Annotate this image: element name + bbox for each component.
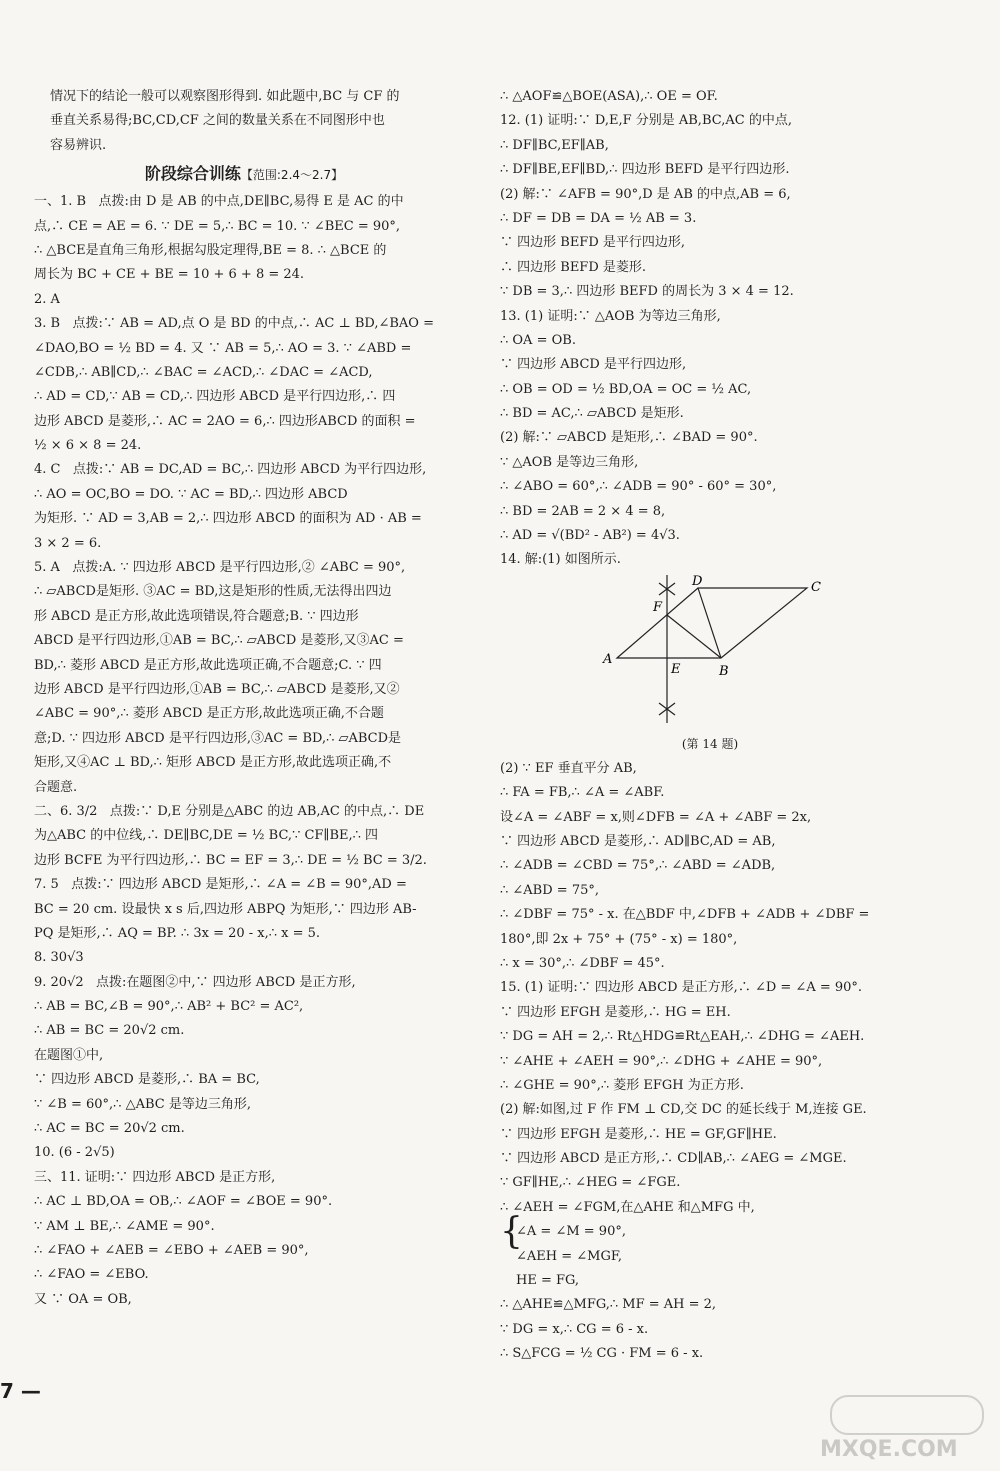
answer-line: 14. 解:(1) 如图所示. <box>500 552 621 568</box>
intro-line: 容易辨识. <box>50 137 107 153</box>
diagonal-db <box>698 588 721 658</box>
system-line: ∠AEH = ∠MGF, <box>516 1248 622 1264</box>
answer-line: 又 ∵ OA = OB, <box>34 1291 132 1307</box>
answer-line: BD,∴ 菱形 ABCD 是正方形,故此选项正确,不合题意;C. ∵ 四 <box>34 657 382 673</box>
answer-line: 设∠A = ∠ABF = x,则∠DFB = ∠A + ∠ABF = 2x, <box>500 809 812 825</box>
answer-line: ∴ ∠ADB = ∠CBD = 75°,∴ ∠ABD = ∠ADB, <box>500 858 776 874</box>
equation-system <box>500 1211 920 1293</box>
answer-line: ∴ DF∥BC,EF∥AB, <box>500 137 609 153</box>
answer-line: 5. A 点拨:A. ∵ 四边形 ABCD 是平行四边形,② ∠ABC = 90°, <box>34 560 406 576</box>
answer-line: 二、6. 3/2 点拨:∵ D,E 分别是△ABC 的边 AB,AC 的中点,∴ DE <box>34 803 425 819</box>
label-b: B <box>719 663 729 679</box>
section-title: 阶段综合训练 <box>144 164 241 184</box>
answer-line: ∵ △AOB 是等边三角形, <box>500 454 639 470</box>
answer-line: ∵ 四边形 ABCD 是正方形,∴ CD∥AB,∴ ∠AEG = ∠MGE. <box>500 1151 847 1167</box>
answer-line: 15. (1) 证明:∵ 四边形 ABCD 是正方形,∴ ∠D = ∠A = 90°. <box>500 980 863 996</box>
answer-line: ∴ ▱ABCD是矩形. ③AC = BD,这是矩形的性质,无法得出四边 <box>34 584 392 600</box>
answer-line: 边形 BCFE 为平行四边形,∴ BC = EF = 3,∴ DE = ½ BC = 3/2. <box>34 852 427 868</box>
answer-line: (2) 解:∵ ∠AFB = 90°,D 是 AB 的中点,AB = 6, <box>500 186 791 202</box>
answer-line: ∴ x = 30°,∴ ∠DBF = 45°. <box>500 955 665 971</box>
right-column <box>500 85 920 1367</box>
answer-line: 3 × 2 = 6. <box>34 535 102 551</box>
system-line: ∠A = ∠M = 90°, <box>516 1224 626 1240</box>
label-d: D <box>692 573 703 589</box>
answer-line: 在题图①中, <box>34 1047 104 1063</box>
left-column <box>34 85 454 1312</box>
answer-line: 三、11. 证明:∵ 四边形 ABCD 是正方形, <box>34 1169 276 1185</box>
answer-line: (2) 解:∵ ▱ABCD 是矩形,∴ ∠BAD = 90°. <box>500 430 758 446</box>
answer-line: ∵ DG = AH = 2,∴ Rt△HDG≌Rt△EAH,∴ ∠DHG = ∠AEH. <box>500 1029 865 1045</box>
answer-line: 为矩形. ∵ AD = 3,AB = 2,∴ 四边形 ABCD 的面积为 AD · AB = <box>34 511 422 527</box>
answer-list-right-top <box>500 85 920 573</box>
page-number-text: 7 <box>0 1379 14 1403</box>
answer-line: ∴ ∠FAO = ∠EBO. <box>34 1267 149 1283</box>
answer-line: ∵ GF∥HE,∴ ∠HEG = ∠FGE. <box>500 1175 681 1191</box>
answer-line: BC = 20 cm. 设最快 x s 后,四边形 ABPQ 为矩形,∵ 四边形 AB- <box>34 901 417 917</box>
answer-line: ∠DAO,BO = ½ BD = 4. 又 ∵ AB = 5,∴ AO = 3. ∵ ∠ABD = <box>34 340 412 356</box>
answer-line: ½ × 6 × 8 = 24. <box>34 438 142 454</box>
answer-line: ∵ 四边形 ABCD 是菱形,∴ AD∥BC,AD = AB, <box>500 833 776 849</box>
answer-line: 180°,即 2x + 75° + (75° - x) = 180°, <box>500 931 738 947</box>
answer-line: 点,∴ CE = AE = 6. ∵ DE = 5,∴ BC = 10. ∵ ∠BEC = 90°, <box>34 218 401 234</box>
answer-line: ∴ DF∥BE,EF∥BD,∴ 四边形 BEFD 是平行四边形. <box>500 162 790 178</box>
label-a: A <box>603 651 613 667</box>
answer-line: ∵ 四边形 ABCD 是平行四边形, <box>500 357 687 373</box>
label-e: E <box>671 661 681 677</box>
answer-line: 边形 ABCD 是菱形,∴ AC = 2AO = 6,∴ 四边形ABCD 的面积 = <box>34 413 416 429</box>
answer-line: ∴ ∠FAO + ∠AEB = ∠EBO + ∠AEB = 90°, <box>34 1242 309 1258</box>
answer-line: ∴ △AOF≌△BOE(ASA),∴ OE = OF. <box>500 89 718 104</box>
answer-line: ∴ AB = BC = 20√2 cm. <box>34 1023 185 1039</box>
answer-line: 2. A <box>34 291 60 307</box>
answer-line: ∵ 四边形 EFGH 是菱形,∴ HE = GF,GF∥HE. <box>500 1126 777 1142</box>
answer-line: 边形 ABCD 是平行四边形,①AB = BC,∴ ▱ABCD 是菱形,又② <box>34 681 400 697</box>
answer-line: (2) 解:如图,过 F 作 FM ⊥ CD,交 DC 的延长线于 M,连接 GE. <box>500 1102 867 1118</box>
rhombus-construction-diagram <box>595 573 825 731</box>
answer-line: 形 ABCD 是正方形,故此选项错误,符合题意;B. ∵ 四边形 <box>34 608 359 624</box>
answer-line: ∵ AM ⊥ BE,∴ ∠AME = 90°. <box>34 1218 215 1234</box>
label-c: C <box>811 579 821 595</box>
answer-line: 合题意. <box>34 779 78 795</box>
rhombus-abcd <box>617 588 807 658</box>
intro-paragraph <box>34 85 454 158</box>
answer-line: ∴ △AHE≌△MFG,∴ MF = AH = 2, <box>500 1297 717 1313</box>
answer-line: ∴ FA = FB,∴ ∠A = ∠ABF. <box>500 785 665 801</box>
label-f: F <box>653 599 663 615</box>
answer-line: ∴ AD = CD,∵ AB = CD,∴ 四边形 ABCD 是平行四边形,∴ 四 <box>34 389 396 405</box>
answer-line: 为△ABC 的中位线,∴ DE∥BC,DE = ½ BC,∵ CF∥BE,∴ 四 <box>34 828 379 844</box>
answer-line: PQ 是矩形,∴ AQ = BP. ∴ 3x = 20 - x,∴ x = 5. <box>34 925 321 941</box>
answer-line: ∴ S△FCG = ½ CG · FM = 6 - x. <box>500 1346 704 1362</box>
answer-line: ∴ AB = BC,∠B = 90°,∴ AB² + BC² = AC², <box>34 999 304 1015</box>
answer-line: ∴ ∠GHE = 90°,∴ 菱形 EFGH 为正方形. <box>500 1077 744 1093</box>
watermark-badge <box>830 1395 984 1435</box>
answer-line: ∴ AC = BC = 20√2 cm. <box>34 1121 185 1137</box>
answer-line: ∵ ∠B = 60°,∴ △ABC 是等边三角形, <box>34 1096 251 1112</box>
answer-line: 7. 5 点拨:∵ 四边形 ABCD 是矩形,∴ ∠A = ∠B = 90°,AD = <box>34 877 407 893</box>
intro-line: 情况下的结论一般可以观察图形得到. 如此题中,BC 与 CF 的 <box>50 89 400 104</box>
answer-line: ∴ ∠ABO = 60°,∴ ∠ADB = 90° - 60° = 30°, <box>500 479 777 495</box>
watermark-site: MXQE.COM <box>820 1437 958 1462</box>
figure-caption: (第 14 题) <box>681 736 739 751</box>
answer-line: 周长为 BC + CE + BE = 10 + 6 + 8 = 24. <box>34 267 305 283</box>
answer-line: 9. 20√2 点拨:在题图②中,∵ 四边形 ABCD 是正方形, <box>34 974 356 990</box>
answer-line: (2) ∵ EF 垂直平分 AB, <box>500 760 637 776</box>
answer-line: ∵ DG = x,∴ CG = 6 - x. <box>500 1321 649 1337</box>
answer-line: ∴ OA = OB. <box>500 332 576 348</box>
answer-line: ∴ AD = √(BD² - AB²) = 4√3. <box>500 528 680 544</box>
answer-line: ∠CDB,∴ AB∥CD,∴ ∠BAC = ∠ACD,∴ ∠DAC = ∠ACD, <box>34 364 373 380</box>
answer-line: ∴ △BCE是直角三角形,根据勾股定理得,BE = 8. ∴ △BCE 的 <box>34 242 387 258</box>
answer-line: ∵ 四边形 ABCD 是菱形,∴ BA = BC, <box>34 1072 260 1088</box>
answer-list-left <box>34 190 454 1312</box>
answer-line: ∴ BD = AC,∴ ▱ABCD 是矩形. <box>500 406 684 422</box>
answer-line: 矩形,又④AC ⊥ BD,∴ 矩形 ABCD 是正方形,故此选项正确,不 <box>34 755 392 771</box>
brace-icon: { <box>500 1211 523 1253</box>
answer-line: 4. C 点拨:∵ AB = DC,AD = BC,∴ 四边形 ABCD 为平行四边形, <box>34 462 427 478</box>
watermark-logo <box>810 1395 985 1465</box>
answer-line: 意;D. ∵ 四边形 ABCD 是平行四边形,③AC = BD,∴ ▱ABCD是 <box>34 730 402 746</box>
answer-line: 12. (1) 证明:∵ D,E,F 分别是 AB,BC,AC 的中点, <box>500 113 792 129</box>
intro-line: 垂直关系易得;BC,CD,CF 之间的数量关系在不同图形中也 <box>50 113 385 129</box>
answer-line: ∴ ∠AEH = ∠FGM,在△AHE 和△MFG 中, <box>500 1199 755 1215</box>
answer-line: ∵ DB = 3,∴ 四边形 BEFD 的周长为 3 × 4 = 12. <box>500 284 794 300</box>
answer-line: 10. (6 - 2√5) <box>34 1145 115 1161</box>
answer-line: ∴ BD = 2AB = 2 × 4 = 8, <box>500 503 666 519</box>
answer-line: ∴ OB = OD = ½ BD,OA = OC = ½ AC, <box>500 381 752 397</box>
answer-line: 3. B 点拨:∵ AB = AD,点 O 是 BD 的中点,∴ AC ⊥ BD,∠BAO = <box>34 316 434 332</box>
answer-list-right-bottom <box>500 757 920 1220</box>
answer-line: ∠ABC = 90°,∴ 菱形 ABCD 是正方形,故此选项正确,不合题 <box>34 706 384 722</box>
answer-line: 一、1. B 点拨:由 D 是 AB 的中点,DE∥BC,易得 E 是 AC 的中 <box>34 194 404 210</box>
answer-line: 13. (1) 证明:∵ △AOB 为等边三角形, <box>500 308 721 324</box>
figure-14 <box>500 573 920 731</box>
answer-line: ∵ 四边形 BEFD 是平行四边形, <box>500 235 686 251</box>
answer-list-right-end <box>500 1293 920 1366</box>
answer-line: ∴ ∠DBF = 75° - x. 在△BDF 中,∠DFB + ∠ADB + ∠DBF = <box>500 907 870 923</box>
answer-line: ∵ ∠AHE + ∠AEH = 90°,∴ ∠DHG + ∠AHE = 90°, <box>500 1053 823 1069</box>
answer-line: ABCD 是平行四边形,①AB = BC,∴ ▱ABCD 是菱形,又③AC = <box>34 633 404 649</box>
section-heading <box>34 158 454 190</box>
page-number: 7 — <box>0 1379 41 1403</box>
answer-line: ∴ DF = DB = DA = ½ AB = 3. <box>500 210 697 226</box>
system-line: HE = FG, <box>516 1273 580 1289</box>
segment-fb <box>667 615 721 658</box>
answer-line: ∴ 四边形 BEFD 是菱形. <box>500 259 647 275</box>
answer-line: ∴ AO = OC,BO = DO. ∵ AC = BD,∴ 四边形 ABCD <box>34 486 348 502</box>
answer-line: ∴ AC ⊥ BD,OA = OB,∴ ∠AOF = ∠BOE = 90°. <box>34 1194 333 1210</box>
answer-line: ∵ 四边形 EFGH 是菱形,∴ HG = EH. <box>500 1004 731 1020</box>
answer-line: ∴ ∠ABD = 75°, <box>500 882 599 898</box>
answer-line: 8. 30√3 <box>34 950 84 966</box>
section-range: 【范围:2.4～2.7】 <box>240 168 344 183</box>
